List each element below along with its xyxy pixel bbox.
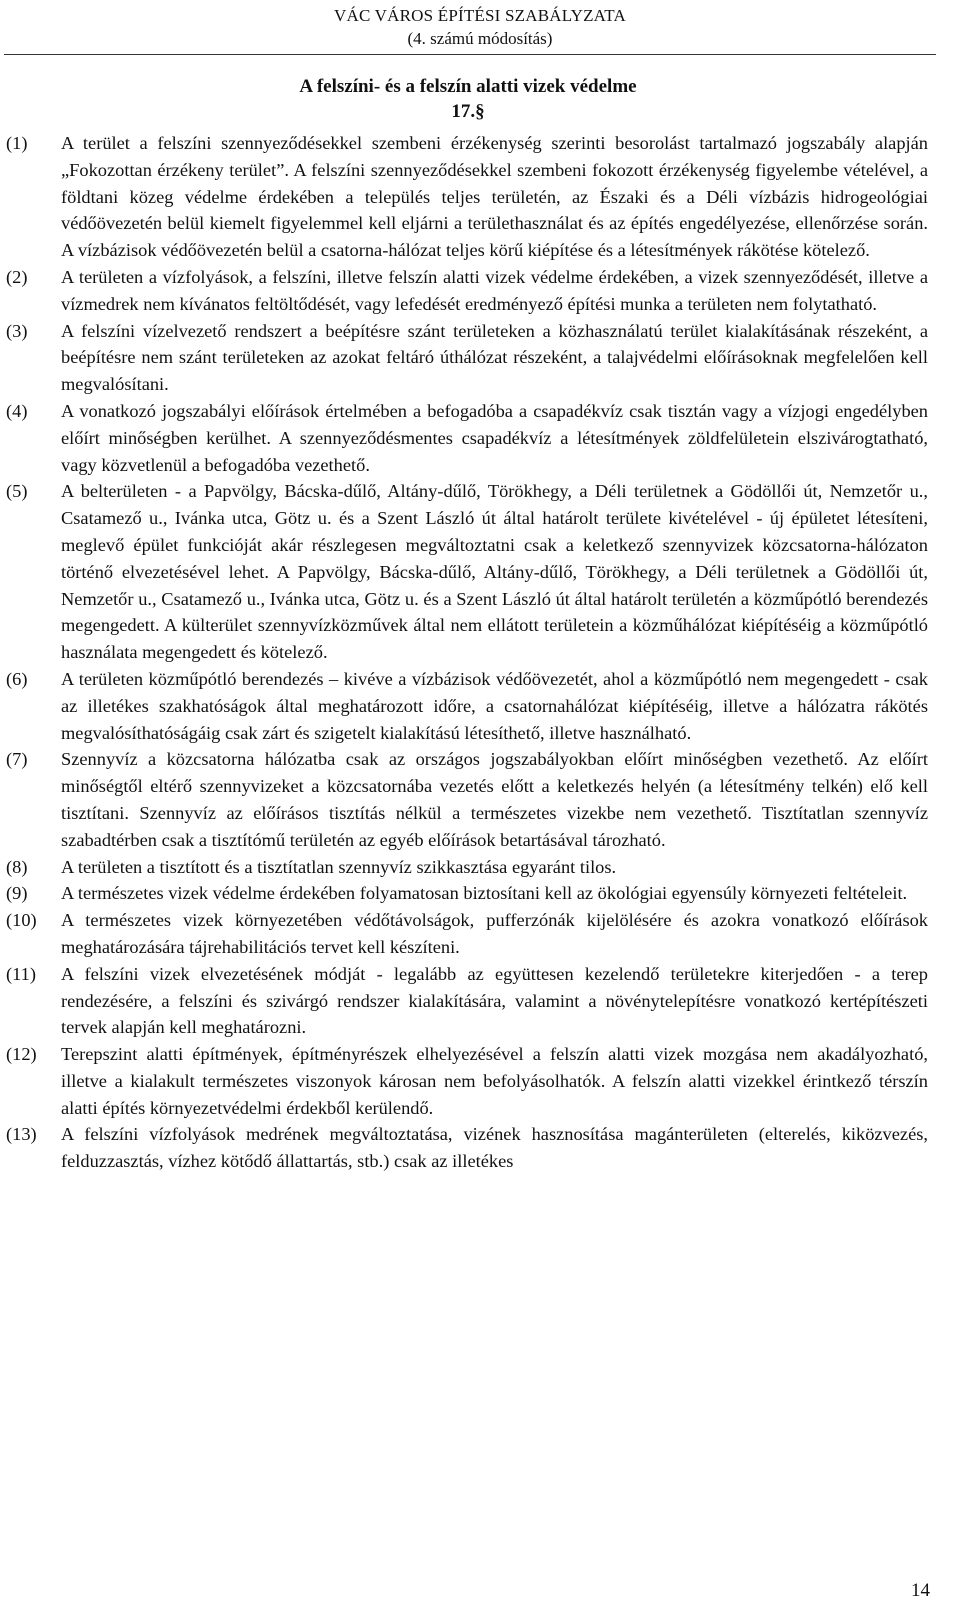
paragraph-text: A terület a felszíni szennyeződésekkel szembeni érzékenység szerinti besorolást tartalmazó jogszabály alapján „Fokozottan érzékeny terület”. A felszíni szennyeződésekkel szembeni fokozott érzékenység figyelembe vételével, a földtani közeg védelme érdekében a település teljes területén, az Északi és a Déli vízbázis hidrogeológiai védőövezetén belül kiemelt figyelemmel kell eljárni a területhasználat és az építés engedélyezése, ellenőrzése során. A vízbázisok védőövezetén belül a csatorna-hálózat teljes körű kiépítése és a létesítmények rákötése kötelező. [61, 133, 928, 261]
paragraph-number: (9) [6, 883, 28, 904]
paragraph [6, 1041, 928, 1121]
paragraph-text: A felszíni vízelvezető rendszert a beépítésre szánt területeken a közhasználatú terület kialakításának részeként, a beépítésre nem szánt területeken az azokat feltáró úthálózat részeként, a talajvédelmi előírásoknak megfelelően kell megvalósítani. [61, 320, 928, 395]
paragraph [6, 666, 928, 746]
running-header [315, 4, 645, 50]
paragraph-text: A felszíni vizek elvezetésének módját - legalább az együttesen kezelendő területekre kiterjedően - a terep rendezésére, a felszíni és szivárgó rendszer kialakítására, valamint a növénytelepítésre vonatkozó kertépítészeti tervek alapján kell meghatározni. [61, 963, 928, 1038]
paragraph-number: (8) [6, 856, 28, 877]
header-divider [4, 54, 936, 55]
paragraph-text: Szennyvíz a közcsatorna hálózatba csak az országos jogszabályokban előírt minőségben vezethető. Az előírt minőségtől eltérő szennyvizeket a közcsatornába vezetés előtt a keletkezés helyén (a létesítmény telkén) elő kell tisztítani. Szennyvíz az előírásos tisztítás nélkül a természetes vizekbe nem vezethető. Tisztítatlan szennyvíz szabadtérben csak a tisztítómű területén az egyéb előírások betartásával tározható. [61, 749, 928, 850]
paragraph [6, 398, 928, 478]
paragraph [6, 264, 928, 318]
paragraph [6, 318, 928, 398]
section-title: A felszíni- és a felszín alatti vizek védelme [299, 76, 637, 97]
document-body [6, 130, 928, 1175]
section-heading [0, 74, 960, 124]
paragraph-number: (11) [6, 963, 36, 984]
paragraph-text: Terepszint alatti építmények, építményrészek elhelyezésével a felszín alatti vizek mozgása nem akadályozható, illetve a kialakult természetes viszonyok károsan nem befolyásolhatók. A felszín alatti vizekkel érintkező térszín alatti építés környezetvédelmi érdekből kerülendő. [61, 1044, 928, 1118]
paragraph [6, 1121, 928, 1175]
paragraph-number: (1) [6, 133, 28, 153]
paragraph-text: A felszíni vízfolyások medrének megváltoztatása, vizének hasznosítása magánterületen (elterelés, kiközvezés, felduzzasztás, vízhez kötődő állattartás, stb.) csak az illetékes [61, 1124, 928, 1172]
paragraph-number: (10) [6, 910, 37, 931]
paragraph-number: (7) [6, 749, 28, 770]
header-subtitle: (4. számú módosítás) [407, 29, 553, 48]
paragraph-text: A természetes vizek környezetében védőtávolságok, pufferzónák kijelölésére és azokra vonatkozó előírások meghatározására tájrehabilitációs tervet kell készíteni. [61, 910, 928, 957]
paragraph-number: (12) [6, 1044, 37, 1065]
paragraph [6, 746, 928, 853]
paragraph-text: A vonatkozó jogszabályi előírások értelmében a befogadóba a csapadékvíz csak tisztán vagy a vízjogi engedélyben előírt minőségben kerülhet. A szennyeződésmentes csapadékvíz a létesítmények zöldfelületein elszivárogtatható, vagy közvetlenül a befogadóba vezethető. [61, 400, 928, 475]
section-number: 17.§ [451, 101, 485, 122]
paragraph-text: A területen a tisztított és a tisztítatlan szennyvíz szikkasztása egyaránt tilos. [61, 856, 617, 877]
paragraph [6, 478, 928, 666]
paragraph-text: A területen a vízfolyások, a felszíni, illetve felszín alatti vizek védelme érdekében, a vizek szennyeződését, illetve a vízmedrek nem kívánatos feltöltődését, vagy lefedését eredményező építési munka a területen nem folytatható. [61, 266, 928, 314]
paragraph-number: (5) [6, 481, 28, 502]
page-number: 14 [911, 1580, 930, 1601]
paragraph-text: A belterületen - a Papvölgy, Bácska-dűlő, Altány-dűlő, Törökhegy, a Déli területnek a Gödöllői út, Nemzetőr u., Csatamező u., Ivánka utca, Götz u. és a Szent László út által határolt területe kivételével - új épületet létesíteni, meglevő épület funkcióját akár részlegesen megváltoztatni csak a keletkező szennyvizek közcsatorna-hálózaton történő elvezetésével lehet. A Papvölgy, Bácska-dűlő, Altány-dűlő, Törökhegy, a Déli területnek a Gödöllői út, Nemzetőr u., Csatamező u., Ivánka utca, Götz u. és a Szent László út által határolt területén a közműpótló berendezés megengedett. A külterület szennyvízközművek által nem ellátott területein a közműhálózat kiépítéséig a közműpótló használata megengedett és kötelező. [61, 481, 928, 663]
paragraph-number: (4) [6, 400, 28, 421]
paragraph-number: (13) [6, 1124, 37, 1145]
paragraph-text: A természetes vizek védelme érdekében folyamatosan biztosítani kell az ökológiai egyensúly környezeti feltételeit. [61, 883, 908, 904]
header-title: VÁC VÁROS ÉPÍTÉSI SZABÁLYZATA [334, 6, 626, 25]
paragraph-number: (6) [6, 668, 28, 689]
paragraph-number: (2) [6, 266, 28, 287]
paragraph [6, 880, 928, 907]
paragraph [6, 907, 928, 961]
paragraph [6, 961, 928, 1041]
paragraph [6, 854, 928, 881]
paragraph-text: A területen közműpótló berendezés – kivéve a vízbázisok védőövezetét, ahol a közműpótló nem megengedett - csak az illetékes szakhatóságok által meghatározott időre, a csatornahálózat kiépítéséig, illetve a hálózatra rákötés megvalósíthatóságáig csak zárt és szigetelt kialakítású létesíthető, illetve használható. [61, 668, 928, 743]
paragraph-number: (3) [6, 320, 28, 341]
paragraph [6, 130, 928, 264]
